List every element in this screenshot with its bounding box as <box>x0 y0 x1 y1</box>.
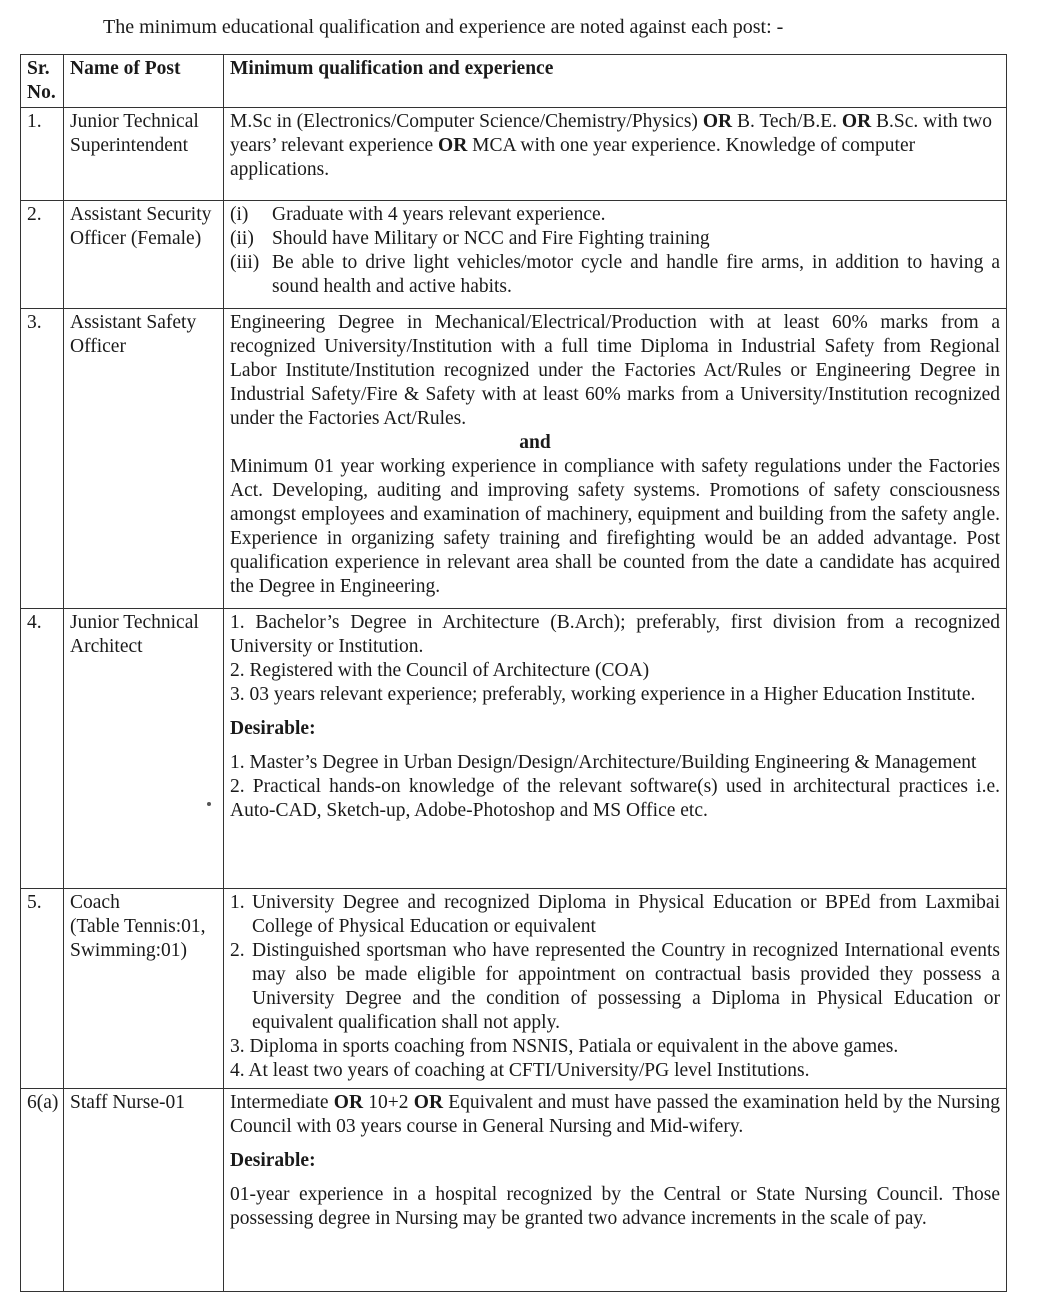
intro-text: The minimum educational qualification and experience are noted against each post: - <box>103 16 784 38</box>
qual-text: Equivalent and must have passed the examination held by the Nursing Council with 03 years course in General Nursing and Mid-wifery. <box>230 1092 1001 1137</box>
requirement-list-continued <box>230 1035 1000 1083</box>
header-qualification: Minimum qualification and experience <box>224 55 1007 108</box>
sr-number: 1. <box>21 108 64 201</box>
and-connector: and <box>519 432 551 453</box>
or-keyword: OR <box>413 1092 444 1113</box>
desirable-label: Desirable: <box>230 1150 316 1171</box>
post-name: Junior Technical Architect <box>64 609 224 889</box>
scan-speck <box>207 802 211 806</box>
list-item: 3. 03 years relevant experience; preferably, working experience in a Higher Education Institute. <box>230 684 976 705</box>
or-keyword: OR <box>438 135 468 156</box>
table-row <box>21 889 1007 1089</box>
header-post: Name of Post <box>64 55 224 108</box>
requirement-list <box>230 891 1000 1035</box>
qualification-table <box>20 54 1007 1292</box>
list-item: 1. Master’s Degree in Urban Design/Design/Architecture/Building Engineering & Management <box>230 752 977 773</box>
sr-number: 3. <box>21 309 64 609</box>
desirable-text: 01-year experience in a hospital recognized by the Central or State Nursing Council. Those possessing degree in Nursing may be granted two advance increments in the scale of pay. <box>230 1184 1000 1229</box>
qualification-cell <box>224 889 1007 1089</box>
sr-number: 5. <box>21 889 64 1089</box>
item-number: 1. <box>230 892 245 913</box>
post-name: Staff Nurse-01 <box>64 1089 224 1292</box>
or-keyword: OR <box>841 111 872 132</box>
or-keyword: OR <box>333 1092 364 1113</box>
list-item: 2. Practical hands-on knowledge of the relevant software(s) used in architectural practices i.e. Auto-CAD, Sketch-up, Adobe-Photoshop and MS Office etc. <box>230 776 1000 821</box>
qual-text: B.Sc. with two years’ relevant experience <box>230 111 992 156</box>
header-sr-no: Sr. No. <box>21 55 64 108</box>
table-row <box>21 108 1007 201</box>
qualification-cell <box>224 201 1007 309</box>
list-item <box>230 939 1000 1035</box>
post-name: Coach (Table Tennis:01, Swimming:01) <box>64 889 224 1089</box>
or-keyword: OR <box>702 111 733 132</box>
item-number: 2. <box>230 940 245 961</box>
list-item <box>230 251 1000 299</box>
qual-text: MCA with one year experience. Knowledge of computer applications. <box>230 135 916 180</box>
sr-number: 4. <box>21 609 64 889</box>
qualification-cell <box>224 609 1007 889</box>
qual-paragraph: Engineering Degree in Mechanical/Electrical/Production with at least 60% marks from a recognized University/Institution with a full time Diploma in Industrial Safety from Regional Labor Institute/Institution recognized under the Factories Act/Rules or Engineering Degree in Industrial Safety/Fire & Safety with at least 60% marks from a University/Institution recognized under the Factories Act/Rules. <box>230 312 1000 429</box>
table-row <box>21 309 1007 609</box>
qualification-cell <box>224 309 1007 609</box>
item-text: University Degree and recognized Diploma in Physical Education or BPEd from Laxmibai College of Physical Education or equivalent <box>252 892 1000 937</box>
requirement-list <box>230 611 1000 707</box>
list-item <box>230 891 1000 939</box>
qual-paragraph: Minimum 01 year working experience in compliance with safety regulations under the Factories Act. Developing, auditing and improving safety systems. Promotions of safety consciousness amongst employees and examination of machinery, equipment and building from the safety angle. Experience in organizing safety training and firefighting would be an added advantage. Post qualification experience in relevant area shall be counted from the date a candidate has acquired the Degree in Engineering. <box>230 456 1000 597</box>
list-item <box>230 227 1000 251</box>
item-number: (i) <box>230 204 249 225</box>
item-number: (iii) <box>230 252 260 273</box>
sr-number: 2. <box>21 201 64 309</box>
qualification-cell <box>224 108 1007 201</box>
qual-text: M.Sc in (Electronics/Computer Science/Chemistry/Physics) <box>230 111 703 132</box>
requirement-list <box>230 203 1000 299</box>
item-text: Graduate with 4 years relevant experience. <box>272 204 606 225</box>
post-name: Assistant Security Officer (Female) <box>64 201 224 309</box>
item-text: Should have Military or NCC and Fire Fighting training <box>272 228 710 249</box>
table-row <box>21 1089 1007 1292</box>
table-row <box>21 609 1007 889</box>
qual-paragraph <box>230 1091 1000 1139</box>
table-header-row <box>21 55 1007 108</box>
qual-text: Intermediate <box>230 1092 334 1113</box>
item-text: Distinguished sportsman who have represented the Country in recognized International events may also be made eligible for appointment on contractual basis provided they possess a University Degree and the condition of possessing a Diploma in Physical Education or equivalent qualification shall not apply. <box>252 940 1000 1033</box>
post-name: Junior Technical Superintendent <box>64 108 224 201</box>
qual-text: B. Tech/B.E. <box>732 111 842 132</box>
list-item: 4. At least two years of coaching at CFTI/University/PG level Institutions. <box>230 1060 810 1081</box>
list-item: 2. Registered with the Council of Architecture (COA) <box>230 660 650 681</box>
item-number: (ii) <box>230 228 254 249</box>
desirable-list <box>230 751 1000 823</box>
sr-number: 6(a) <box>21 1089 64 1292</box>
item-text: Be able to drive light vehicles/motor cycle and handle fire arms, in addition to having a sound health and active habits. <box>272 252 1000 297</box>
desirable-label: Desirable: <box>230 718 316 739</box>
table-row <box>21 201 1007 309</box>
list-item: 1. Bachelor’s Degree in Architecture (B.Arch); preferably, first division from a recognized University or Institution. <box>230 612 1000 657</box>
list-item: 3. Diploma in sports coaching from NSNIS, Patiala or equivalent in the above games. <box>230 1036 899 1057</box>
post-name: Assistant Safety Officer <box>64 309 224 609</box>
list-item <box>230 203 1000 227</box>
qualification-cell <box>224 1089 1007 1292</box>
qual-text: 10+2 <box>363 1092 414 1113</box>
